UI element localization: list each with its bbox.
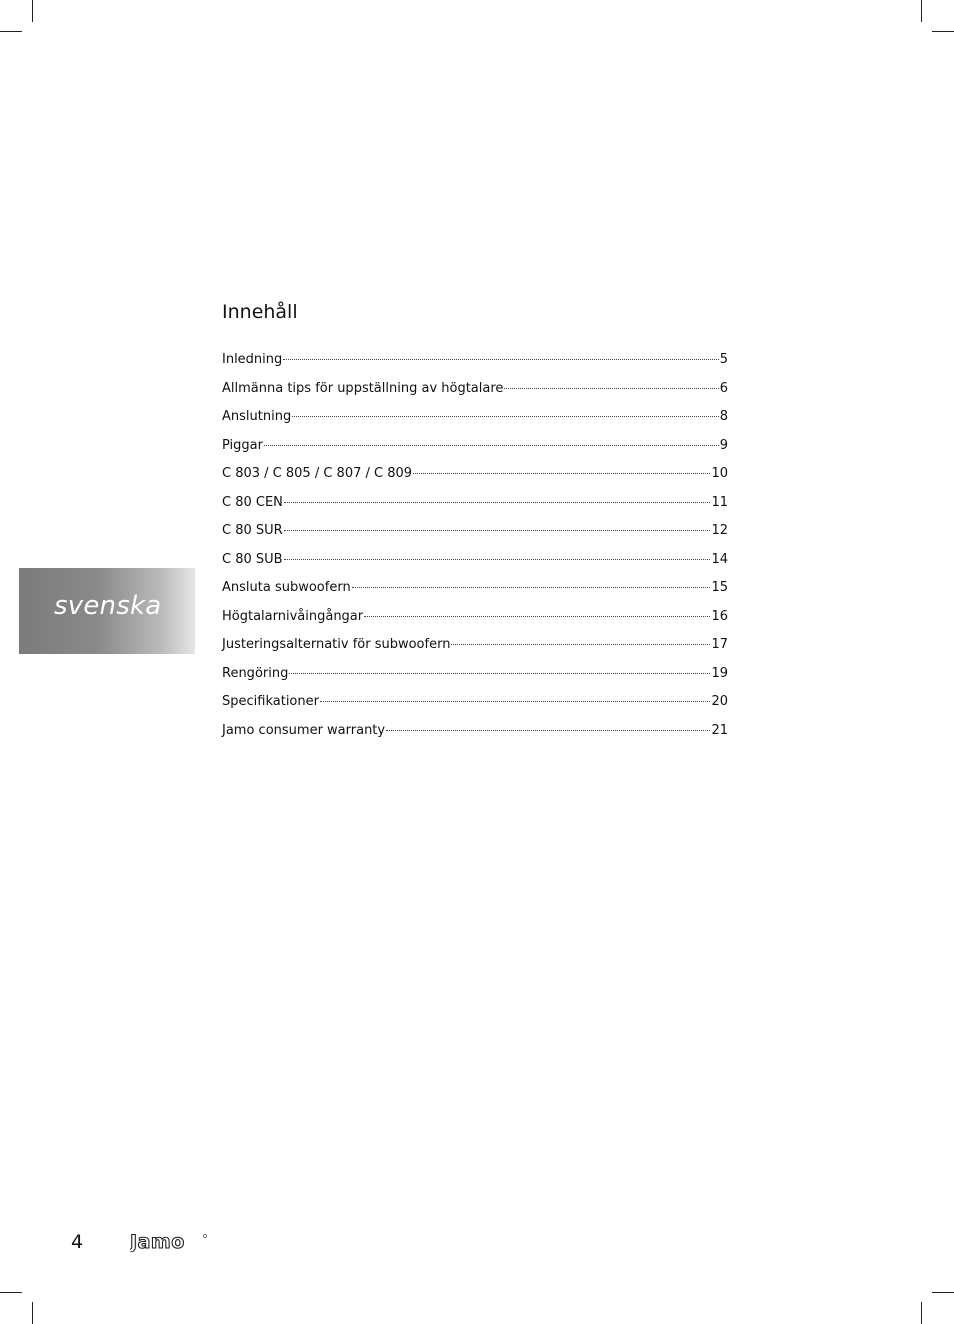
crop-mark [921, 0, 922, 22]
toc-entry-page: 14 [711, 551, 728, 567]
toc-entry[interactable] [222, 523, 728, 552]
toc-entry-label: Justeringsalternativ för subwoofern [222, 637, 451, 652]
toc-entry-page: 21 [711, 722, 728, 738]
toc-entry-label: C 80 SUB [222, 551, 283, 567]
toc-entry-label: Specifikationer [222, 694, 319, 709]
toc-entry[interactable] [222, 609, 728, 638]
toc-entry-page: 15 [711, 580, 728, 595]
toc-entry[interactable] [222, 552, 728, 581]
language-tab-label: svenska [54, 591, 162, 621]
toc-entry-label: Piggar [222, 437, 263, 453]
toc-entry-page: 11 [711, 494, 728, 510]
toc-entry-page: 6 [719, 380, 728, 396]
toc-entry-page: 17 [711, 637, 728, 652]
language-tab [19, 568, 195, 654]
toc-entry-label: Allmänna tips för uppställning av högtalare [222, 380, 504, 396]
toc-entry-label: Rengöring [222, 665, 289, 681]
toc-entry-label: Ansluta subwoofern [222, 580, 351, 595]
toc-entry-label: Jamo consumer warranty [222, 722, 386, 738]
toc-entry[interactable] [222, 580, 728, 609]
toc-entry[interactable] [222, 694, 728, 723]
toc-entry-page: 8 [719, 409, 728, 424]
toc-leader-dots [284, 559, 711, 560]
crop-mark [932, 31, 954, 32]
toc-leader-dots [289, 673, 710, 674]
toc-entry[interactable] [222, 438, 728, 467]
toc-entry[interactable] [222, 352, 728, 381]
toc-entry-page: 19 [711, 665, 728, 681]
toc-entry-label: C 803 / C 805 / C 807 / C 809 [222, 466, 413, 481]
crop-mark [32, 0, 33, 22]
crop-mark [921, 1302, 922, 1324]
crop-mark [932, 1292, 954, 1293]
toc-entry[interactable] [222, 666, 728, 695]
toc-entry-page: 10 [711, 466, 728, 481]
toc-entry-label: C 80 SUR [222, 523, 283, 538]
toc-leader-dots [284, 530, 711, 531]
toc-entry-page: 9 [719, 437, 728, 453]
toc-entry-label: Inledning [222, 352, 283, 367]
crop-mark [0, 1292, 22, 1293]
toc-leader-dots [386, 730, 710, 731]
jamo-logo-text: Jamo [130, 1232, 185, 1252]
crop-mark [0, 31, 22, 32]
toc-leader-dots [320, 701, 710, 702]
crop-mark [32, 1302, 33, 1324]
toc-entry[interactable] [222, 381, 728, 410]
toc-entry-label: Högtalarnivåingångar [222, 608, 364, 624]
jamo-logo [130, 1232, 208, 1252]
toc-entry[interactable] [222, 466, 728, 495]
toc-entry[interactable] [222, 637, 728, 666]
toc-title: Innehåll [222, 301, 298, 323]
toc-leader-dots [413, 473, 710, 474]
toc-entry-page: 20 [711, 694, 728, 709]
toc-leader-dots [283, 359, 718, 360]
toc-entry-label: Anslutning [222, 409, 292, 424]
toc-leader-dots [364, 616, 710, 617]
toc-leader-dots [292, 416, 719, 417]
table-of-contents [222, 352, 728, 751]
toc-entry-page: 12 [711, 523, 728, 538]
toc-leader-dots [504, 388, 718, 389]
toc-entry-page: 5 [719, 352, 728, 367]
toc-leader-dots [264, 445, 719, 446]
page-number: 4 [71, 1231, 84, 1253]
toc-leader-dots [284, 502, 711, 503]
toc-entry[interactable] [222, 723, 728, 752]
toc-entry-label: C 80 CEN [222, 494, 283, 510]
toc-entry-page: 16 [711, 608, 728, 624]
toc-leader-dots [352, 587, 711, 588]
toc-entry[interactable] [222, 495, 728, 524]
toc-leader-dots [451, 644, 710, 645]
toc-entry[interactable] [222, 409, 728, 438]
